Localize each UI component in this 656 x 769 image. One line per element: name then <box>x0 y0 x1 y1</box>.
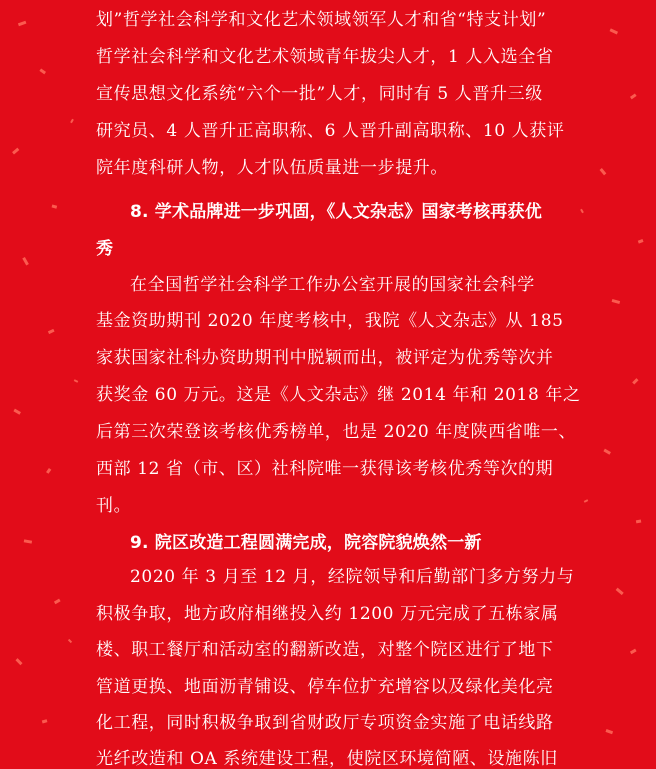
paragraph-line: 院年度科研人物，人才队伍质量进一步提升。 <box>96 158 448 178</box>
paragraph-line: 划”哲学社会科学和文化艺术领域领军人才和省“特支计划” <box>96 10 547 30</box>
paragraph-line: 楼、职工餐厅和活动室的翻新改造，对整个院区进行了地下 <box>96 640 554 660</box>
paragraph-line: 积极争取，地方政府相继投入约 1200 万元完成了五栋家属 <box>96 604 559 624</box>
section-heading: 9. 院区改造工程圆满完成，院容院貌焕然一新 <box>130 533 482 553</box>
paragraph-line: 化工程，同时积极争取到省财政厅专项资金实施了电话线路 <box>96 713 554 733</box>
paragraph-line: 后第三次荣登该考核优秀榜单，也是 2020 年度陕西省唯一、 <box>96 422 577 442</box>
paragraph-line: 光纤改造和 OA 系统建设工程，使院区环境简陋、设施陈旧 <box>96 749 558 769</box>
paragraph-line: 刊。 <box>96 496 132 516</box>
paragraph-line: 家获国家社科办资助期刊中脱颖而出，被评定为优秀等次并 <box>96 348 554 368</box>
section-heading: 秀 <box>96 239 114 259</box>
paragraph-line: 管道更换、地面沥青铺设、停车位扩充增容以及绿化美化亮 <box>96 677 554 697</box>
paragraph-line: 获奖金 60 万元。这是《人文杂志》继 2014 年和 2018 年之 <box>96 385 581 405</box>
paragraph-line: 哲学社会科学和文化艺术领域青年拔尖人才，1 人入选全省 <box>96 47 554 67</box>
paragraph-line: 西部 12 省（市、区）社科院唯一获得该考核优秀等次的期 <box>96 459 554 479</box>
paragraph-line: 在全国哲学社会科学工作办公室开展的国家社会科学 <box>130 275 535 295</box>
paragraph-line: 研究员、4 人晋升正高职称、6 人晋升副高职称、10 人获评 <box>96 121 565 141</box>
section-heading: 8. 学术品牌进一步巩固，《人文杂志》国家考核再获优 <box>130 202 542 222</box>
paragraph-line: 2020 年 3 月至 12 月，经院领导和后勤部门多方努力与 <box>130 567 575 587</box>
paragraph-line: 基金资助期刊 2020 年度考核中，我院《人文杂志》从 185 <box>96 311 564 331</box>
paragraph-line: 宣传思想文化系统“六个一批”人才，同时有 5 人晋升三级 <box>96 84 543 104</box>
